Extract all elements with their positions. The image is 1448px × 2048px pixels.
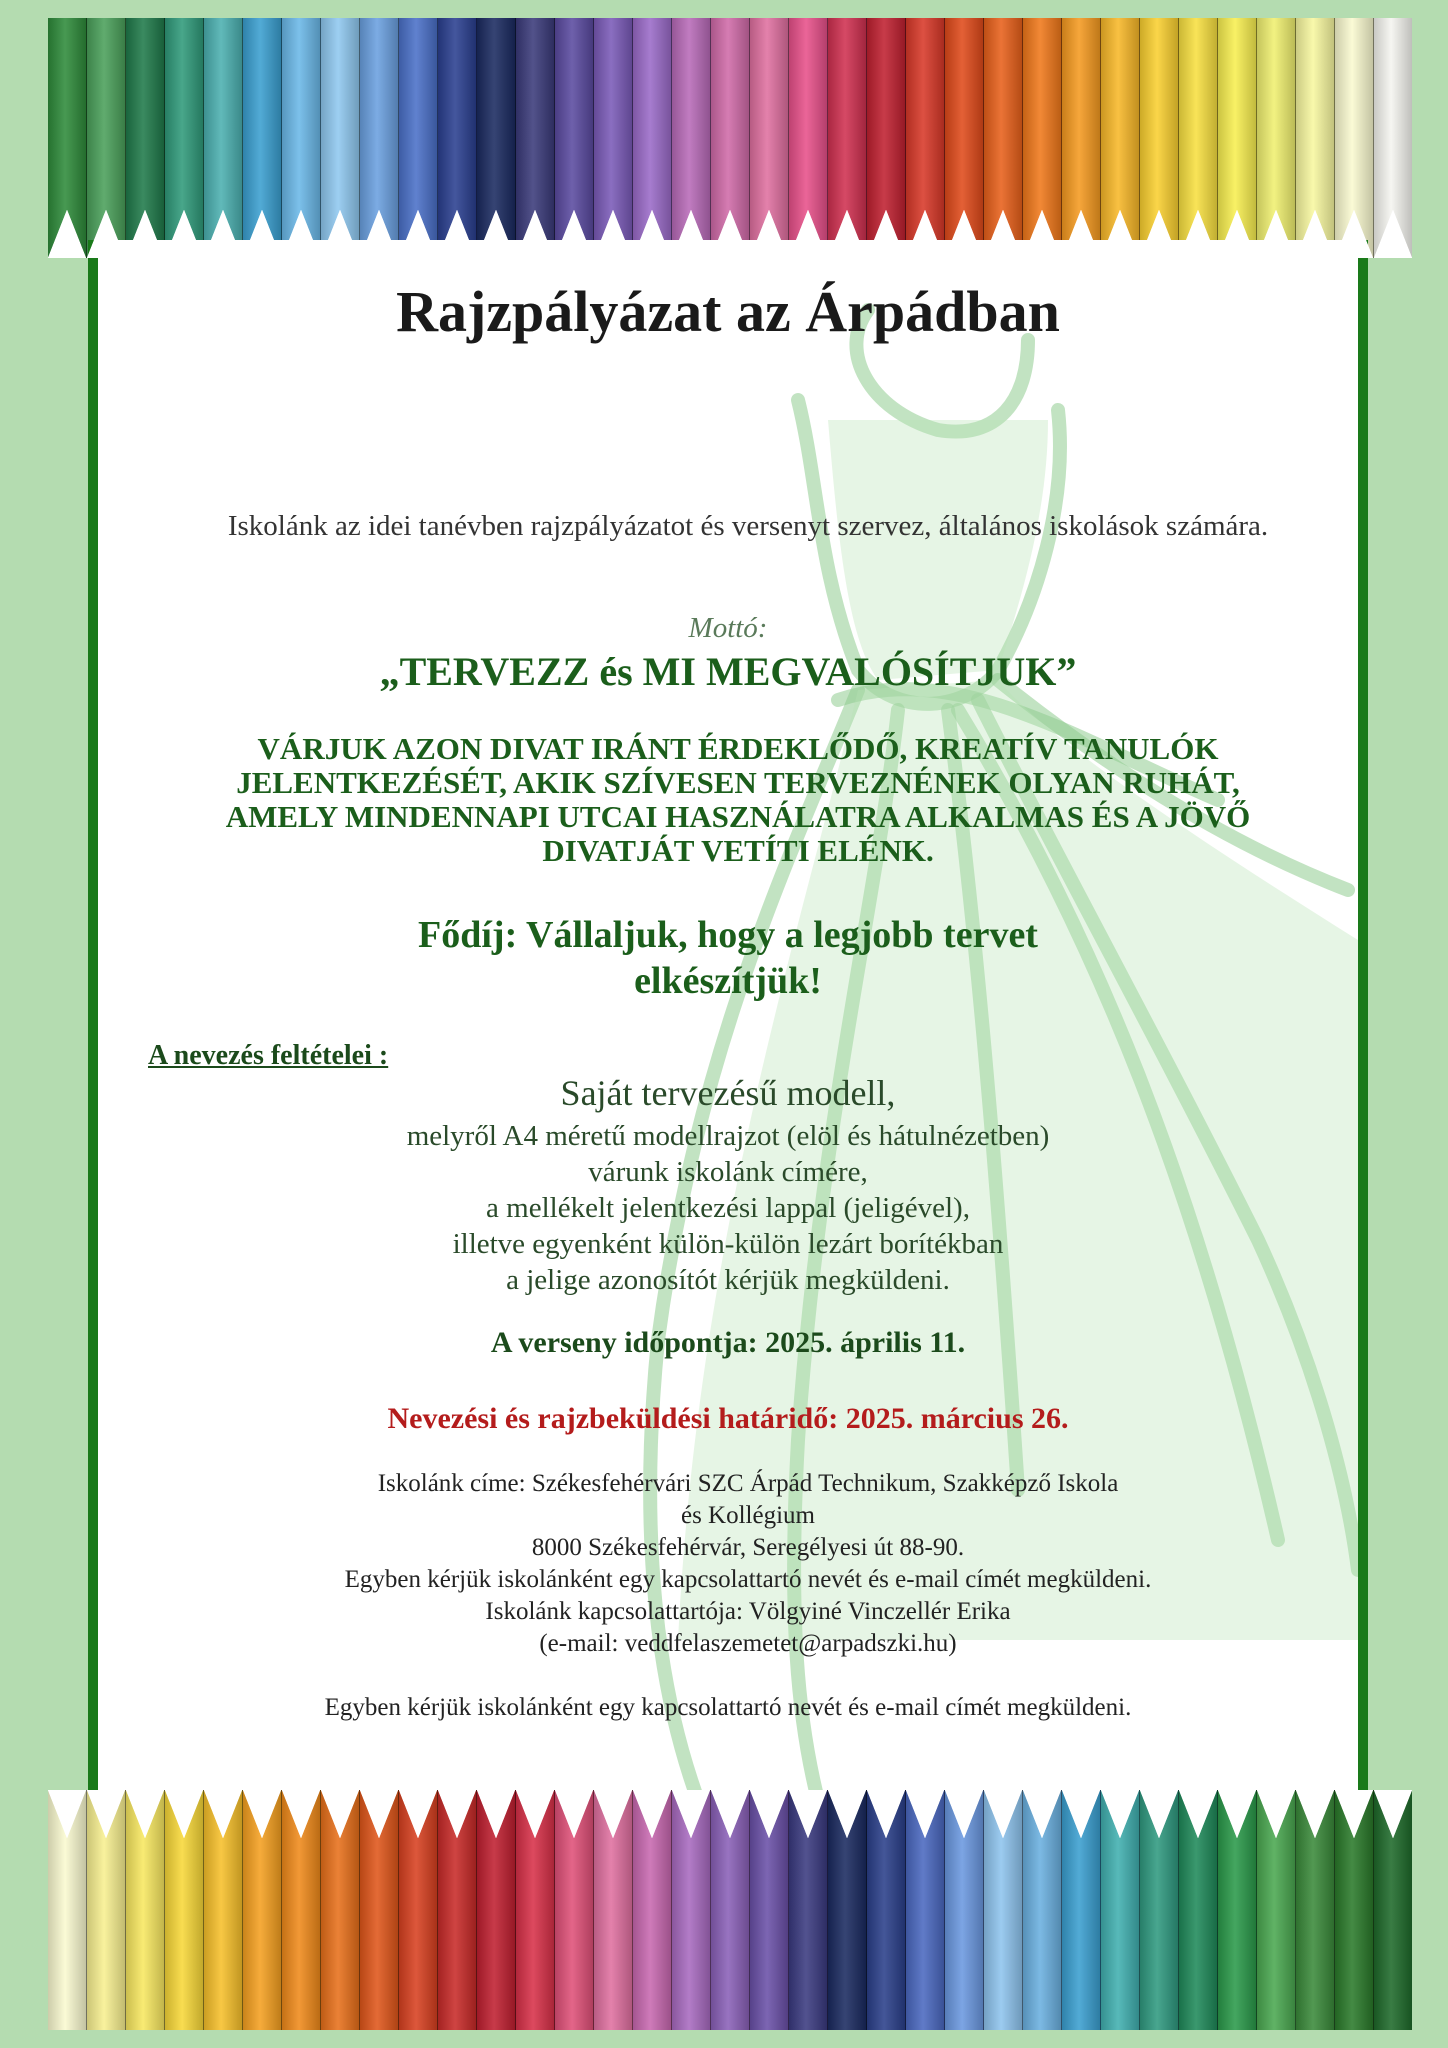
pencil-tip (789, 1790, 827, 1838)
pencil-tip (438, 210, 476, 258)
pencil (438, 18, 477, 258)
address-line: és Kollégium (680, 1502, 815, 1529)
pencil (477, 1790, 516, 2030)
pencil-tip (555, 1790, 593, 1838)
pencil (1335, 18, 1374, 258)
contact-email: (e-mail: veddfelaszemetet@arpadszki.hu) (539, 1630, 957, 1657)
pencil (828, 18, 867, 258)
pencil (984, 1790, 1023, 2030)
pencil (1101, 18, 1140, 258)
pencil-tip (1140, 1790, 1178, 1838)
pencil (750, 18, 789, 258)
pencil (867, 1790, 906, 2030)
pencil-tip (516, 210, 554, 258)
repeat-note: Egyben kérjük iskolánként egy kapcsolattartó nevét és e-mail címét megküldeni. (324, 1694, 1132, 1721)
pencil-tip (321, 1790, 359, 1838)
pencil (711, 18, 750, 258)
call-line: DIVATJÁT VETÍTI ELÉNK. (542, 833, 934, 868)
pencil-tip (672, 1790, 710, 1838)
pencil (516, 1790, 555, 2030)
pencil (711, 1790, 750, 2030)
pencil-tip (711, 210, 749, 258)
pencil (1257, 18, 1296, 258)
pencil (126, 1790, 165, 2030)
pencil (750, 1790, 789, 2030)
pencil (477, 18, 516, 258)
pencil (1296, 1790, 1335, 2030)
pencil (321, 1790, 360, 2030)
pencil (867, 18, 906, 258)
pencil (906, 18, 945, 258)
pencil-border-bottom (48, 1790, 1412, 2030)
pencil-tip (282, 1790, 320, 1838)
pencil-tip (477, 1790, 515, 1838)
pencil-tip (1062, 1790, 1100, 1838)
pencil (165, 1790, 204, 2030)
pencil (828, 1790, 867, 2030)
pencil-tip (48, 1790, 86, 1838)
pencil (1179, 1790, 1218, 2030)
pencil-tip (672, 210, 710, 258)
pencil-tip (1218, 1790, 1256, 1838)
pencil (555, 18, 594, 258)
pencil (516, 18, 555, 258)
competition-date: A verseny időpontja: 2025. április 11. (490, 1326, 966, 1359)
pencil-tip (906, 210, 944, 258)
conditions-line: a mellékelt jelentkezési lappal (jeligével), (486, 1192, 970, 1224)
pencil (1335, 1790, 1374, 2030)
pencil-tip (867, 1790, 905, 1838)
pencil-tip (87, 1790, 125, 1838)
pencil-tip (711, 1790, 749, 1838)
pencil (633, 1790, 672, 2030)
pencil-tip (789, 210, 827, 258)
pencil (1062, 18, 1101, 258)
pencil-tip (984, 210, 1022, 258)
pencil-tip (555, 210, 593, 258)
pencil (321, 18, 360, 258)
pencil (87, 18, 126, 258)
pencil-tip (1140, 210, 1178, 258)
pencil (789, 1790, 828, 2030)
pencil-tip (867, 210, 905, 258)
call-text (168, 732, 1308, 868)
pencil (1179, 18, 1218, 258)
pencil-tip (477, 210, 515, 258)
pencil (633, 18, 672, 258)
pencil-tip (984, 1790, 1022, 1838)
pencil-tip (945, 210, 983, 258)
pencil-tip (1179, 1790, 1217, 1838)
pencil-tip (165, 1790, 203, 1838)
pencil (399, 1790, 438, 2030)
conditions-list (98, 1118, 1358, 1298)
pencil (438, 1790, 477, 2030)
conditions-line: a jelige azonosítót kérjük megküldeni. (506, 1264, 950, 1296)
conditions-line: illetve egyenként külön-külön lezárt borítékban (452, 1228, 1004, 1260)
pencil (1023, 1790, 1062, 2030)
pencil (282, 18, 321, 258)
pencil (1218, 1790, 1257, 2030)
address-line: Egyben kérjük iskolánként egy kapcsolattartó nevét és e-mail címét megküldeni. (344, 1566, 1152, 1593)
pencil-tip (204, 210, 242, 258)
pencil (1140, 18, 1179, 258)
pencil-tip (750, 210, 788, 258)
pencil-tip (126, 210, 164, 258)
pencil-tip (750, 1790, 788, 1838)
pencil (555, 1790, 594, 2030)
pencil-tip (165, 210, 203, 258)
pencil-tip (282, 210, 320, 258)
pencil-tip (1374, 1790, 1412, 1838)
pencil-tip (1296, 1790, 1334, 1838)
pencil (945, 1790, 984, 2030)
pencil (1140, 1790, 1179, 2030)
pencil-tip (1062, 210, 1100, 258)
pencil (243, 18, 282, 258)
pencil-tip (1101, 210, 1139, 258)
pencil-tip (1179, 210, 1217, 258)
pencil-tip (438, 1790, 476, 1838)
pencil (906, 1790, 945, 2030)
pencil (1374, 1790, 1412, 2030)
address-line: Iskolánk kapcsolattartója: Völgyiné Vinczellér Erika (485, 1598, 1011, 1625)
pencil-tip (321, 210, 359, 258)
pencil-tip (1023, 1790, 1061, 1838)
pencil-tip (1023, 210, 1061, 258)
pencil-tip (243, 210, 281, 258)
pencil-border-top (48, 18, 1412, 258)
pencil-tip (87, 210, 125, 258)
conditions-line: várunk iskolánk címére, (588, 1156, 868, 1188)
pencil (126, 18, 165, 258)
pencil-tip (1257, 1790, 1295, 1838)
pencil (672, 1790, 711, 2030)
school-address (198, 1468, 1298, 1660)
pencil-tip (516, 1790, 554, 1838)
pencil (1257, 1790, 1296, 2030)
pencil (204, 1790, 243, 2030)
motto-label: Mottó: (688, 612, 768, 644)
prize-line: elkészítjük! (634, 960, 822, 1002)
pencil-tip (828, 210, 866, 258)
pencil-tip (399, 210, 437, 258)
pencil-tip (48, 210, 86, 258)
pencil (48, 1790, 87, 2030)
pencil-tip (1296, 210, 1334, 258)
pencil (1101, 1790, 1140, 2030)
poster (88, 240, 1368, 1808)
pencil-tip (204, 1790, 242, 1838)
call-line: VÁRJUK AZON DIVAT IRÁNT ÉRDEKLŐDŐ, KREATÍV TANULÓK (257, 731, 1219, 766)
pencil (204, 18, 243, 258)
pencil (399, 18, 438, 258)
pencil-tip (1218, 210, 1256, 258)
call-line: AMELY MINDENNAPI UTCAI HASZNÁLATRA ALKALMAS ÉS A JÖVŐ (225, 799, 1251, 834)
motto-text: „TERVEZZ és MI MEGVALÓSÍTJUK” (379, 649, 1077, 694)
pencil-tip (633, 1790, 671, 1838)
pencil (48, 18, 87, 258)
intro-text: Iskolánk az idei tanévben rajzpályázatot és versenyt szervez, általános iskolások számára. (227, 510, 1269, 542)
pencil-tip (945, 1790, 983, 1838)
pencil-tip (399, 1790, 437, 1838)
conditions-heading: A nevezés feltételei : (148, 1040, 389, 1071)
pencil-tip (633, 210, 671, 258)
pencil-tip (1335, 1790, 1373, 1838)
pencil (360, 1790, 399, 2030)
pencil (360, 18, 399, 258)
pencil-tip (594, 210, 632, 258)
pencil (1374, 18, 1412, 258)
pencil-tip (126, 1790, 164, 1838)
pencil-tip (594, 1790, 632, 1838)
submission-deadline: Nevezési és rajzbeküldési határidő: 2025. március 26. (387, 1402, 1069, 1435)
pencil (165, 18, 204, 258)
pencil (243, 1790, 282, 2030)
pencil-tip (828, 1790, 866, 1838)
pencil (945, 18, 984, 258)
call-line: JELENTKEZÉSÉT, AKIK SZÍVESEN TERVEZNÉNEK OLYAN RUHÁT, (236, 765, 1240, 800)
pencil-tip (1257, 210, 1295, 258)
pencil (789, 18, 828, 258)
pencil-tip (1101, 1790, 1139, 1838)
pencil (1296, 18, 1335, 258)
conditions-line: melyről A4 méretű modellrajzot (elöl és hátulnézetben) (406, 1120, 1050, 1152)
pencil-tip (360, 1790, 398, 1838)
prize-text (278, 912, 1178, 1004)
pencil-tip (906, 1790, 944, 1838)
prize-line: Fődíj: Vállaljuk, hogy a legjobb tervet (418, 914, 1038, 956)
pencil (1023, 18, 1062, 258)
pencil-tip (1335, 210, 1373, 258)
address-line: 8000 Székesfehérvár, Seregélyesi út 88-90. (531, 1534, 965, 1561)
pencil-tip (360, 210, 398, 258)
address-line: Iskolánk címe: Székesfehérvári SZC Árpád Technikum, Szakképző Iskola (377, 1470, 1119, 1497)
page-title: Rajzpályázat az Árpádban (396, 279, 1060, 344)
conditions-model: Saját tervezésű modell, (560, 1073, 896, 1113)
pencil (594, 18, 633, 258)
pencil-tip (1374, 210, 1412, 258)
pencil (1218, 18, 1257, 258)
pencil (672, 18, 711, 258)
pencil (1062, 1790, 1101, 2030)
pencil (87, 1790, 126, 2030)
pencil (984, 18, 1023, 258)
pencil-tip (243, 1790, 281, 1838)
pencil (594, 1790, 633, 2030)
pencil (282, 1790, 321, 2030)
